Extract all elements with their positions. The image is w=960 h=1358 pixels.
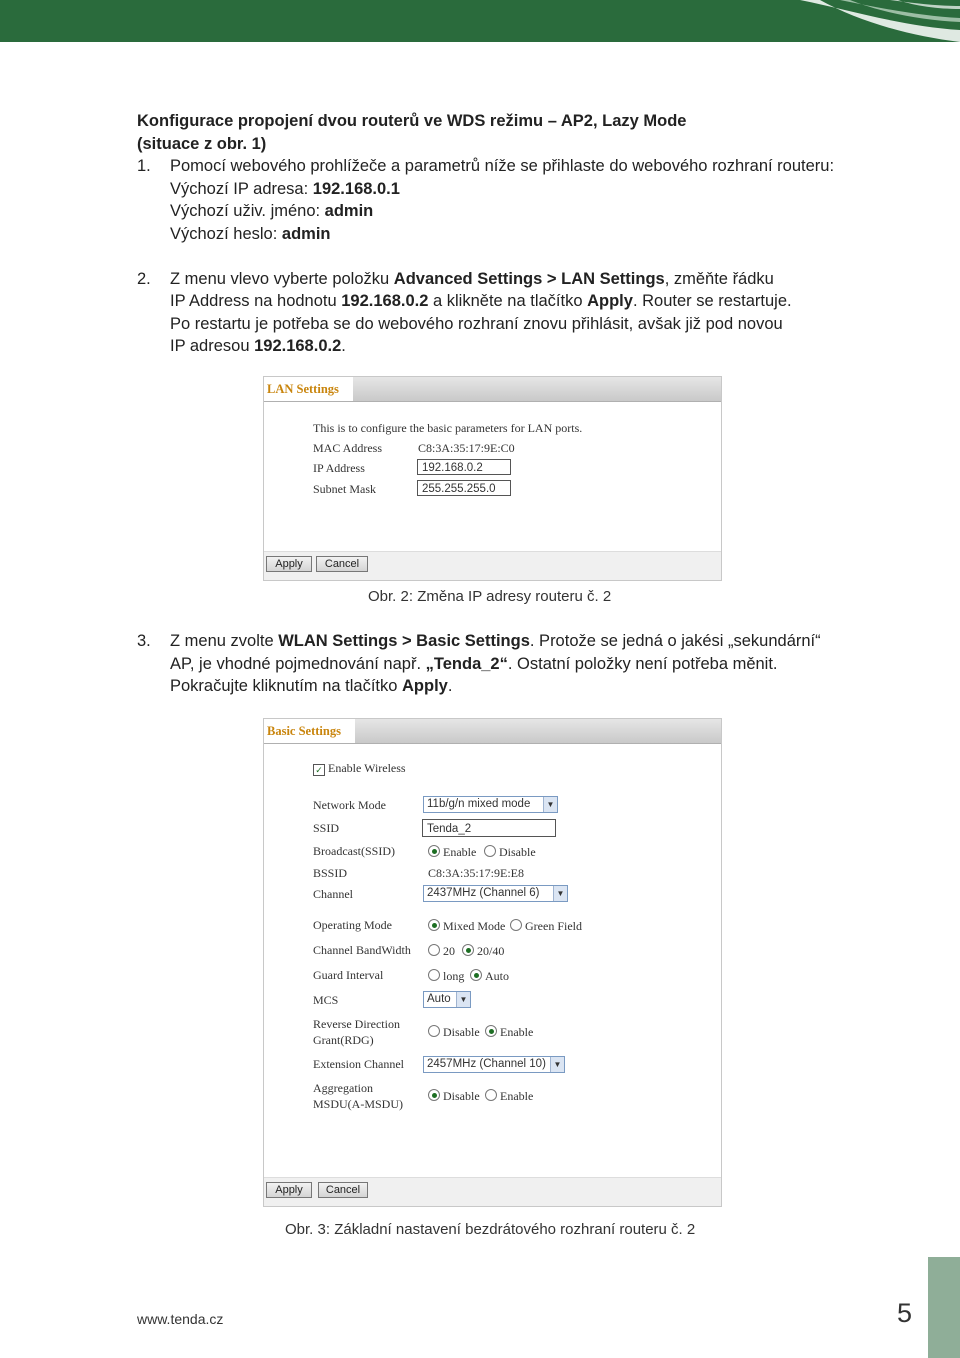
bandwidth-20-label: 20	[443, 944, 455, 958]
page-number: 5	[897, 1298, 913, 1328]
step2-t7: IP adresou	[170, 337, 255, 356]
step1-number: 1.	[137, 157, 151, 176]
pass-value: admin	[281, 224, 331, 243]
radio-icon[interactable]	[484, 845, 496, 857]
step2-b4: 192.168.0.2	[254, 337, 342, 356]
step1-ip	[137, 178, 857, 201]
ssid-label: SSID	[313, 821, 340, 835]
heading-line2-row	[137, 133, 857, 156]
bandwidth-20-option[interactable]	[428, 944, 455, 959]
radio-selected-icon[interactable]	[428, 919, 440, 931]
guard-auto-option[interactable]	[470, 969, 509, 984]
extension-channel-select[interactable]	[423, 1056, 565, 1073]
step3-b1: WLAN Settings > Basic Settings	[278, 632, 530, 650]
step3-line3	[137, 675, 857, 698]
ssid-input[interactable]: Tenda_2	[422, 819, 556, 837]
radio-icon[interactable]	[485, 1089, 497, 1101]
step3-t1: Z menu zvolte	[170, 632, 279, 650]
guard-long-option[interactable]	[428, 969, 464, 984]
step1-pass	[137, 223, 857, 246]
heading	[137, 110, 857, 133]
mcs-label: MCS	[313, 993, 339, 1007]
step3-b3: Apply	[402, 677, 448, 696]
step2-line3	[137, 313, 857, 336]
decorative-swoosh-icon	[760, 0, 960, 42]
extension-channel-label: Extension Channel	[313, 1057, 404, 1071]
bandwidth-2040-label: 20/40	[477, 944, 505, 958]
step2-b1: Advanced Settings > LAN Settings	[393, 269, 665, 288]
basic-settings-header	[264, 719, 721, 744]
step3-t6: .	[447, 677, 453, 696]
broadcast-enable-option[interactable]	[428, 845, 476, 860]
lan-settings-header	[264, 377, 721, 402]
opmode-green-option[interactable]	[510, 919, 582, 934]
step1-user	[137, 200, 857, 223]
radio-icon[interactable]	[510, 919, 522, 931]
cancel-button[interactable]: Cancel	[316, 556, 368, 572]
rdg-enable-label: Enable	[500, 1025, 534, 1039]
step2-t6: Po restartu je potřeba se do webového rozhraní znovu přihlásit, avšak již pod novou	[170, 314, 783, 333]
step3-number: 3.	[137, 632, 151, 650]
mcs-select[interactable]	[423, 991, 471, 1008]
radio-icon[interactable]	[428, 944, 440, 956]
rdg-label-line2: Grant(RDG)	[313, 1033, 374, 1047]
step3-t2: . Protože se jedná o jakési „sekundární“	[529, 632, 821, 650]
lan-intro: This is to configure the basic parameters for LAN ports.	[313, 421, 583, 435]
basic-button-bar	[264, 1177, 721, 1206]
channel-label: Channel	[313, 887, 353, 901]
opmode-mixed-label: Mixed Mode	[443, 919, 506, 933]
step2-t5: . Router se restartuje.	[632, 292, 792, 311]
radio-icon[interactable]	[428, 969, 440, 981]
step2-t3: IP Address na hodnotu	[170, 292, 342, 311]
radio-selected-icon[interactable]	[428, 845, 440, 857]
instructions	[137, 110, 857, 358]
step2-t2: , změňte řádku	[664, 269, 774, 288]
step3-t5: Pokračujte kliknutím na tlačítko	[170, 677, 403, 696]
rdg-disable-label: Disable	[443, 1025, 480, 1039]
ip-address-input[interactable]: 192.168.0.2	[417, 459, 511, 475]
step2-b3: Apply	[587, 292, 633, 311]
enable-wireless-row	[313, 761, 406, 776]
bssid-label: BSSID	[313, 866, 348, 880]
step3-t4: . Ostatní položky není potřeba měnit.	[507, 654, 778, 673]
step3	[137, 630, 857, 653]
user-label: Výchozí uživ. jméno:	[170, 202, 325, 221]
rdg-enable-option[interactable]	[485, 1025, 533, 1040]
agg-enable-label: Enable	[500, 1089, 534, 1103]
ip-label: Výchozí IP adresa:	[170, 179, 313, 198]
agg-enable-option[interactable]	[485, 1089, 533, 1104]
step3-b2: „Tenda_2“	[425, 654, 508, 673]
broadcast-enable-label: Enable	[443, 845, 477, 859]
step3-t3: AP, je vhodné pojmednování např.	[170, 654, 426, 673]
bandwidth-2040-option[interactable]	[462, 944, 504, 959]
heading-line1: Konfigurace propojení dvou routerů ve WDS režimu – AP2, Lazy Mode	[137, 112, 687, 130]
aggregation-label-line2: MSDU(A-MSDU)	[313, 1097, 404, 1111]
lan-settings-title: LAN Settings	[264, 377, 353, 401]
step3-line2	[137, 653, 857, 676]
step2-b2: 192.168.0.2	[341, 292, 429, 311]
chevron-down-icon: ▼	[550, 1057, 564, 1072]
agg-disable-label: Disable	[443, 1089, 480, 1103]
radio-selected-icon[interactable]	[485, 1025, 497, 1037]
pass-label: Výchozí heslo:	[170, 224, 282, 243]
ip-value: 192.168.0.1	[312, 179, 400, 198]
mac-value: C8:3A:35:17:9E:C0	[418, 441, 515, 455]
chevron-down-icon: ▼	[543, 797, 557, 812]
step2-t4: a klikněte na tlačítko	[428, 292, 588, 311]
step2-line4	[137, 335, 857, 358]
channel-value: 2437MHz (Channel 6)	[427, 887, 540, 899]
subnet-mask-label: Subnet Mask	[313, 482, 376, 496]
opmode-green-label: Green Field	[525, 919, 582, 933]
extension-channel-value: 2457MHz (Channel 10)	[427, 1058, 546, 1070]
radio-selected-icon[interactable]	[462, 944, 474, 956]
step1	[137, 155, 857, 178]
top-banner	[0, 0, 960, 42]
step2-line2	[137, 290, 857, 313]
agg-disable-option[interactable]	[428, 1089, 480, 1104]
radio-icon[interactable]	[428, 1025, 440, 1037]
network-mode-select[interactable]	[423, 796, 558, 813]
chevron-down-icon: ▼	[553, 886, 567, 901]
mcs-value: Auto	[427, 993, 451, 1005]
bssid-value: C8:3A:35:17:9E:E8	[428, 866, 524, 880]
figure2-caption: Obr. 2: Změna IP adresy routeru č. 2	[368, 588, 612, 605]
subnet-mask-input[interactable]: 255.255.255.0	[417, 480, 511, 496]
rdg-disable-option[interactable]	[428, 1025, 480, 1040]
network-mode-value: 11b/g/n mixed mode	[427, 798, 531, 810]
basic-settings-title: Basic Settings	[264, 719, 355, 743]
radio-selected-icon[interactable]	[428, 1089, 440, 1101]
step2	[137, 268, 857, 291]
step1-text: Pomocí webového prohlížeče a parametrů níže se přihlaste do webového rozhraní routeru:	[170, 157, 835, 176]
apply-button[interactable]: Apply	[266, 1182, 312, 1198]
guard-interval-label: Guard Interval	[313, 968, 384, 982]
lan-button-bar	[264, 551, 721, 580]
step2-number: 2.	[137, 269, 151, 288]
heading-line2: (situace z obr. 1)	[137, 134, 267, 153]
mac-label: MAC Address	[313, 441, 383, 455]
step2-t1: Z menu vlevo vyberte položku	[170, 269, 394, 288]
aggregation-label-line1: Aggregation	[313, 1081, 373, 1095]
cancel-button[interactable]: Cancel	[318, 1182, 368, 1198]
channel-select[interactable]	[423, 885, 568, 902]
bandwidth-label: Channel BandWidth	[313, 943, 411, 957]
network-mode-label: Network Mode	[313, 798, 386, 812]
guard-long-label: long	[443, 969, 465, 983]
step2-t8: .	[341, 337, 346, 356]
radio-selected-icon[interactable]	[470, 969, 482, 981]
broadcast-disable-option[interactable]	[484, 845, 536, 860]
rdg-label-line1: Reverse Direction	[313, 1017, 400, 1031]
instructions-step3	[137, 630, 857, 698]
guard-auto-label: Auto	[485, 969, 509, 983]
opmode-mixed-option[interactable]	[428, 919, 505, 934]
figure3-caption: Obr. 3: Základní nastavení bezdrátového rozhraní routeru č. 2	[285, 1221, 696, 1238]
user-value: admin	[324, 202, 374, 221]
page-tab	[928, 1257, 960, 1358]
basic-settings-screenshot	[263, 718, 722, 1207]
operating-mode-label: Operating Mode	[313, 918, 392, 932]
apply-button[interactable]: Apply	[266, 556, 312, 572]
broadcast-disable-label: Disable	[499, 845, 536, 859]
ip-address-label: IP Address	[313, 461, 365, 475]
enable-wireless-checkbox[interactable]: ✓	[313, 764, 325, 776]
enable-wireless-label: Enable Wireless	[328, 761, 406, 775]
footer-url: www.tenda.cz	[137, 1311, 224, 1327]
chevron-down-icon: ▼	[456, 992, 470, 1007]
lan-settings-screenshot	[263, 376, 722, 581]
broadcast-label: Broadcast(SSID)	[313, 844, 395, 858]
